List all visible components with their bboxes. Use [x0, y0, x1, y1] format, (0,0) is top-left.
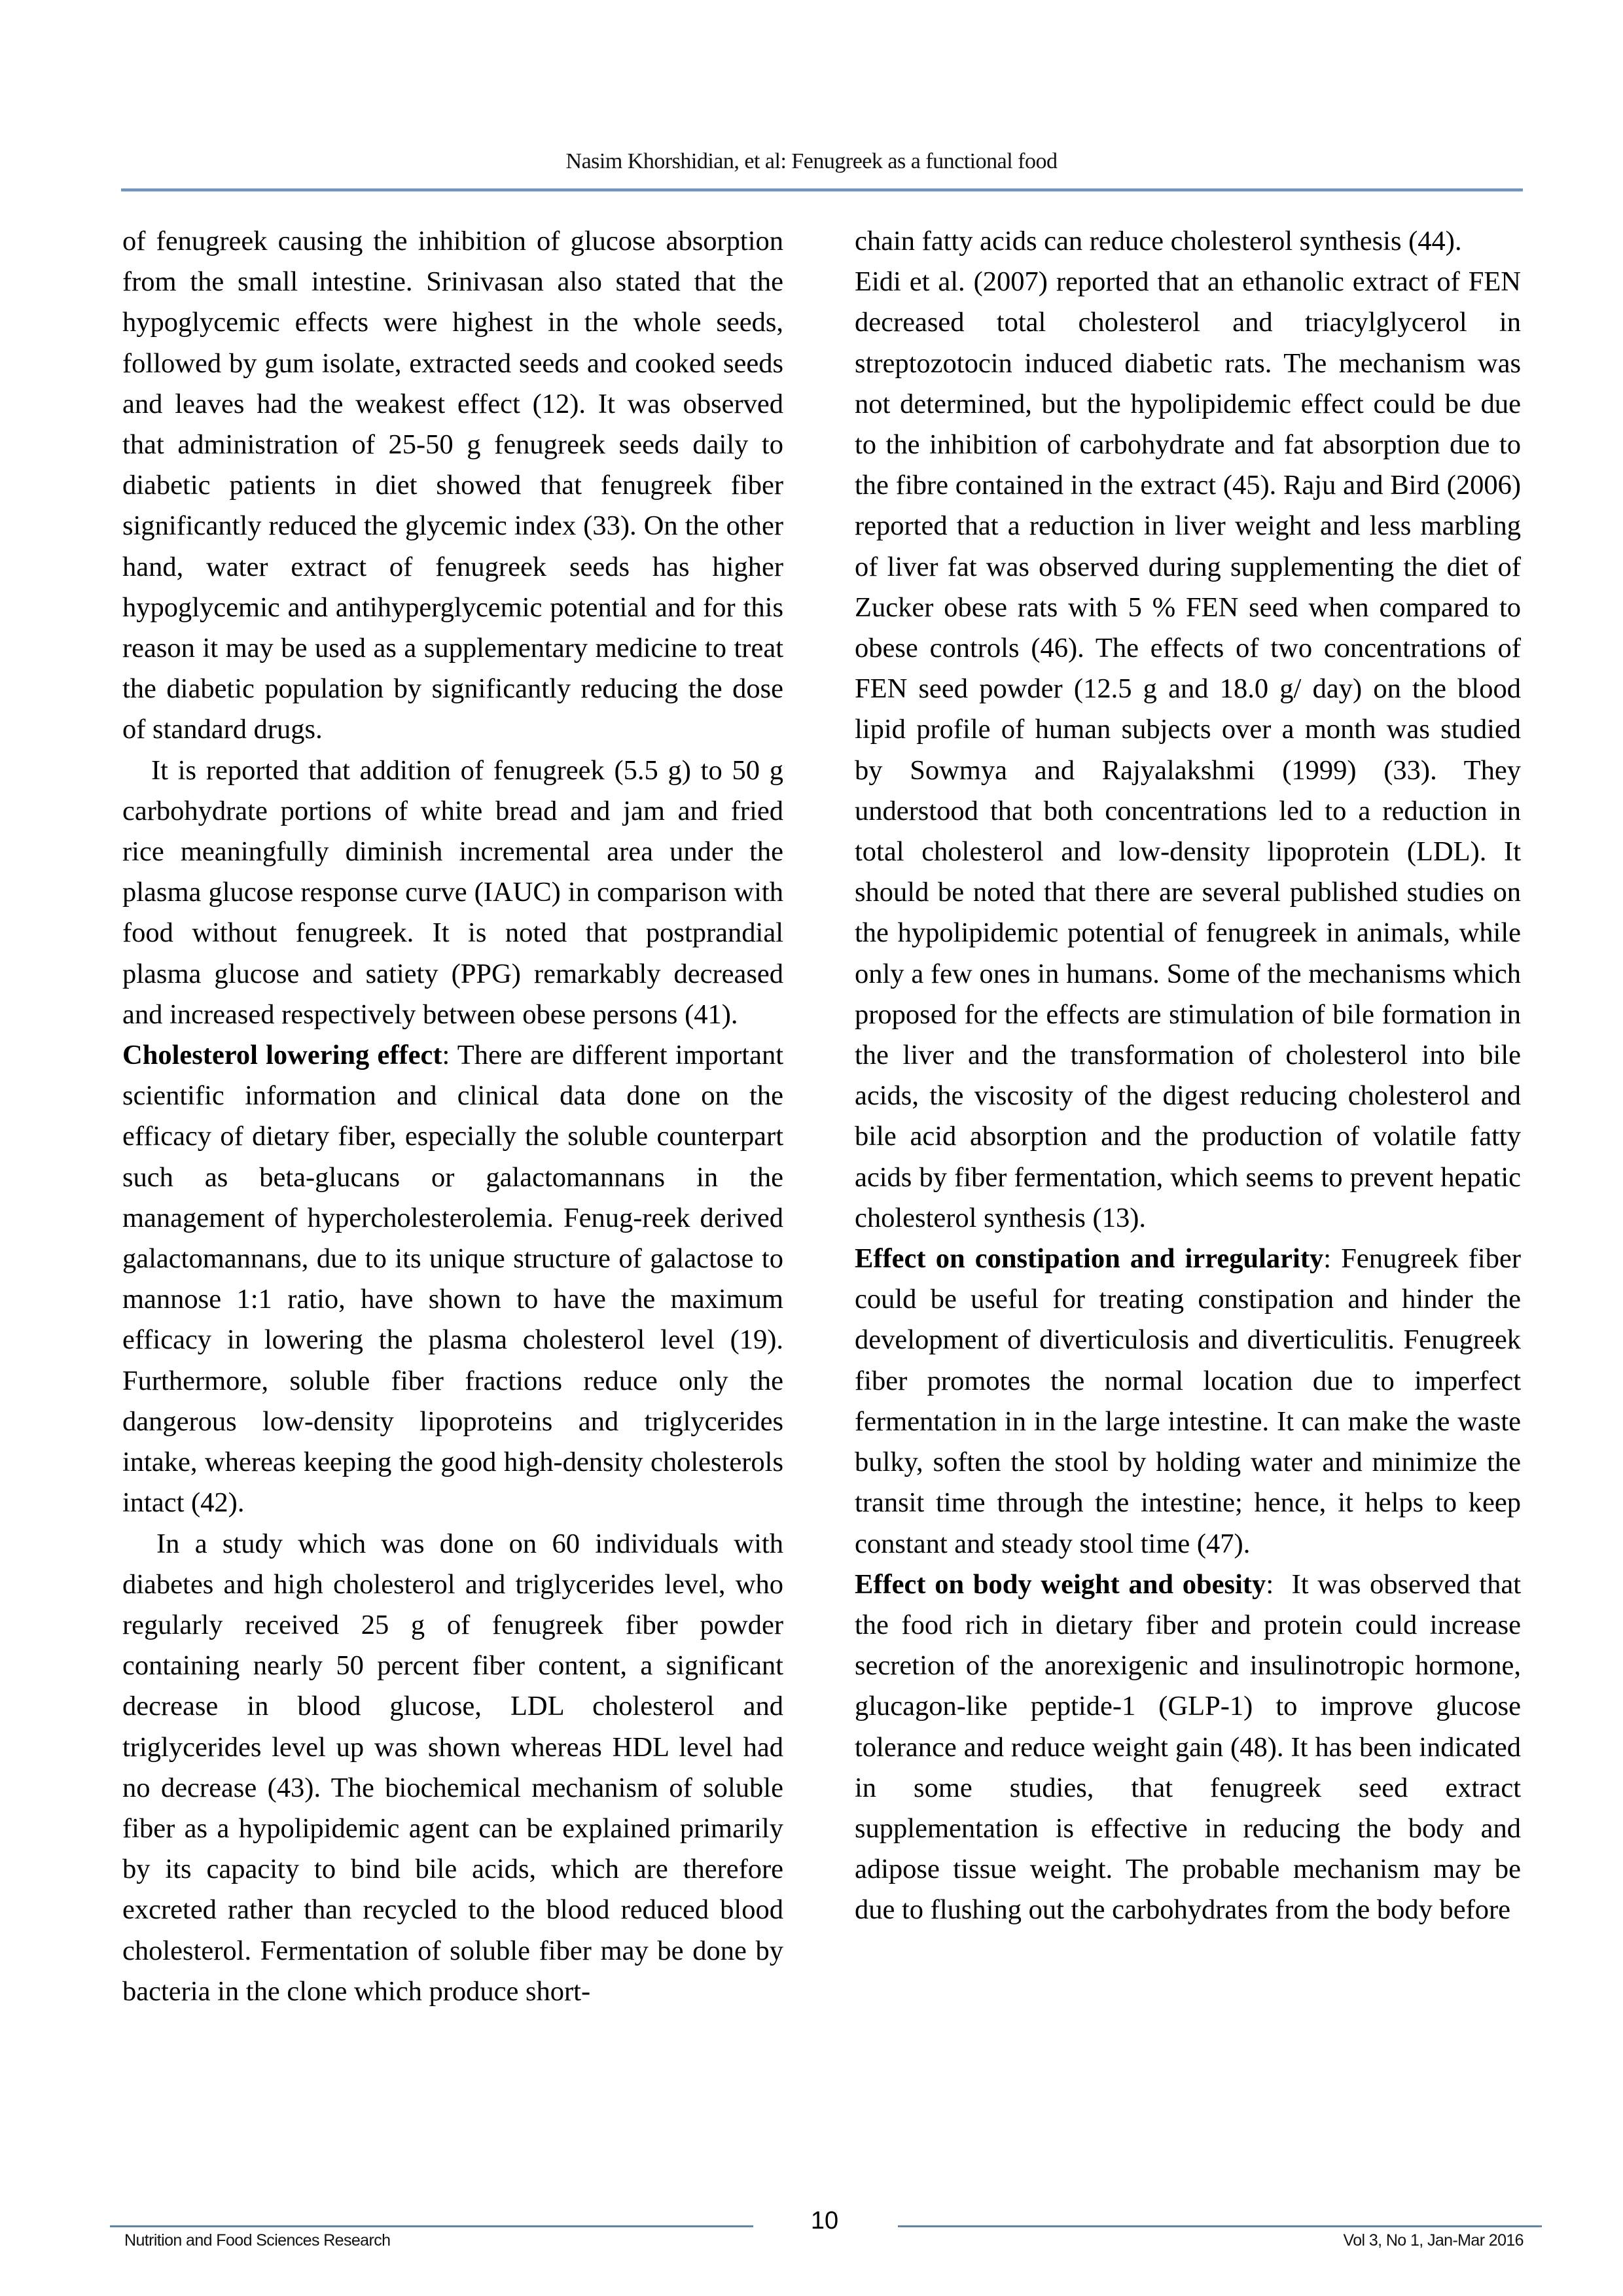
footer-issue: Vol 3, No 1, Jan-Mar 2016 — [1343, 2231, 1524, 2250]
paragraph: Eidi et al. (2007) reported that an ethanolic extract of FEN decreased total cholesterol and triacylglycerol in streptozotocin induced diabetic rats. The mechanism was not determined, but the hypolipidemic effect could be due to the inhibition of carbohydrate and fat absorption due to the fibre contained in the extract (45). Raju and Bird (2006) reported that a reduction in liver weight and less marbling of liver fat was observed during supplementing the diet of Zucker obese rats with 5 % FEN seed when compared to obese controls (46). The effects of two concentrations of FEN seed powder (12.5 g and 18.0 g/ day) on the blood lipid profile of human subjects over a month was studied by Sowmya and Rajyalakshmi (1999) (33). They understood that both concentrations led to a reduction in total cholesterol and low-density lipoprotein (LDL). It should be noted that there are several published studies on the hypolipidemic potential of fenugreek in animals, while only a few ones in humans. Some of the mechanisms which proposed for the effects are stimulation of bile formation in the liver and the transformation of cholesterol into bile acids, the viscosity of the digest reducing cholesterol and bile acid absorption and the production of volatile fatty acids by fiber fermentation, which seems to prevent hepatic cholesterol synthesis (13). — [855, 266, 1521, 1233]
paragraph-cholesterol-lowering — [122, 1035, 783, 1523]
paragraph-body-weight — [855, 1564, 1528, 1931]
paragraph: of fenugreek causing the inhibition of glucose absorption from the small intestine. Srinivasan also stated that the hypoglycemic effects were highest in the whole seeds, followed by gum isolate, extracted seeds and cooked seeds and leaves had the weakest effect (12). It was observed that administration of 25-50 g fenugreek seeds daily to diabetic patients in diet showed that fenugreek fiber significantly reduced the glycemic index (33). On the other hand, water extract of fenugreek seeds has higher hypoglycemic and antihyperglycemic potential and for this reason it may be used as a supplementary medicine to treat the diabetic population by significantly reducing the dose of standard drugs. — [122, 226, 783, 745]
paragraph-body: : Fenugreek fiber could be useful for treating constipation and hinder the development of diverticulosis and diverticulitis. Fenugreek fiber promotes the normal location due to imperfect fermentation in in the large intestine. It can make the waste bulky, soften the stool by holding water and minimize the transit time through the intestine; hence, it helps to keep constant and steady stool time (47). — [855, 1243, 1521, 1559]
section-heading: Effect on constipation and irregularity — [855, 1243, 1324, 1275]
header-rule — [121, 188, 1523, 192]
left-column — [122, 221, 783, 2012]
paragraph: chain fatty acids can reduce cholesterol synthesis (44). — [855, 226, 1462, 256]
paragraph-constipation — [855, 1239, 1521, 1564]
footer-rule-right — [898, 2225, 1542, 2227]
section-heading: Effect on body weight and obesity — [855, 1568, 1266, 1600]
section-heading: Cholesterol lowering effect — [122, 1040, 442, 1071]
footer-rule-left — [110, 2225, 753, 2227]
paragraph: In a study which was done on 60 individuals with diabetes and high cholesterol and triglycerides level, who regularly received 25 g of fenugreek fiber powder containing nearly 50 percent fiber content, a significant decrease in blood glucose, LDL cholesterol and triglycerides level up was shown whereas HDL level had no decrease (43). The biochemical mechanism of soluble fiber as a hypolipidemic agent can be explained primarily by its capacity to bind bile acids, which are therefore excreted rather than recycled to the blood reduced blood cholesterol. Fermentation of soluble fiber may be done by bacteria in the clone which produce short- — [122, 1528, 783, 2007]
paragraph-body: : There are different important scientific information and clinical data done on the efficacy of dietary fiber, especially the soluble counterpart such as beta-glucans or galactomannans in the management of hypercholesterolemia. Fenug-reek derived galactomannans, due to its unique structure of galactose to mannose 1:1 ratio, have shown to have the maximum efficacy in lowering the plasma cholesterol level (19). Furthermore, soluble fiber fractions reduce only the dangerous low-density lipoproteins and triglycerides intake, whereas keeping the good high-density cholesterols intact (42). — [122, 1040, 784, 1519]
paragraph-body: : It was observed that the food rich in dietary fiber and protein could increase secretion of the anorexigenic and insulinotropic hormone, glucagon-like peptide-1 (GLP-1) to improve glucose tolerance and reduce weight gain (48). It has been indicated in some studies, that fenugreek seed extract supplementation is effective in reducing the body and adipose tissue weight. The probable mechanism may be due to flushing out the carbohydrates from the body before — [855, 1568, 1528, 1926]
page-number: 10 — [810, 2207, 839, 2234]
footer-journal-name: Nutrition and Food Sciences Research — [124, 2231, 391, 2250]
paragraph: It is reported that addition of fenugreek (5.5 g) to 50 g carbohydrate portions of white bread and jam and fried rice meaningfully diminish incremental area under the plasma glucose response curve (IAUC) in comparison with food without fenugreek. It is noted that postprandial plasma glucose and satiety (PPG) remarkably decreased and increased respectively between obese persons (41). — [122, 754, 783, 1030]
right-column — [855, 221, 1528, 1931]
running-header: Nasim Khorshidian, et al: Fenugreek as a functional food — [565, 149, 1058, 173]
